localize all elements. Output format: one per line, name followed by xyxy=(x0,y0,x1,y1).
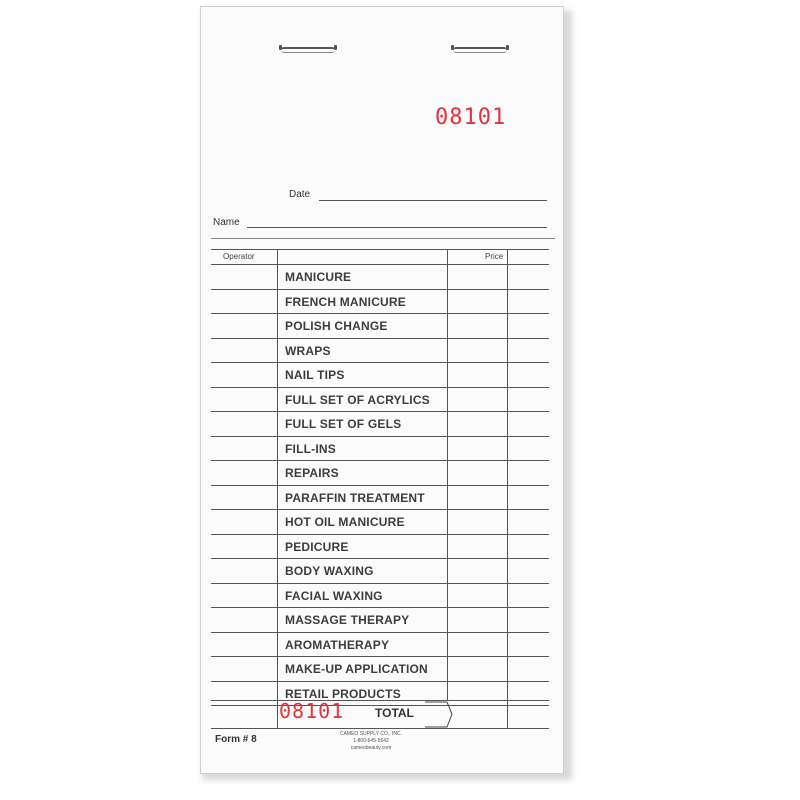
table-row-line xyxy=(211,387,549,388)
table-row-line xyxy=(211,558,549,559)
service-label: FULL SET OF GELS xyxy=(285,417,402,431)
service-label: FILL-INS xyxy=(285,441,336,456)
table-row-line xyxy=(211,411,549,412)
staple-left xyxy=(281,47,335,53)
table-row-line xyxy=(211,681,549,682)
company-phone: 1-800-645-5642 xyxy=(353,738,389,744)
service-label: PEDICURE xyxy=(285,539,349,554)
service-label: NAIL TIPS xyxy=(285,368,345,382)
table-row-line xyxy=(211,534,549,535)
service-label: REPAIRS xyxy=(285,466,339,480)
service-label: FACIAL WAXING xyxy=(285,588,383,603)
service-label: BODY WAXING xyxy=(285,564,374,578)
form-number: Form # 8 xyxy=(215,734,257,745)
operator-header: Operator xyxy=(223,252,255,261)
total-row-top-border xyxy=(211,700,549,701)
staple-right xyxy=(453,47,507,53)
salon-ticket xyxy=(200,6,564,774)
name-underline xyxy=(211,238,555,239)
service-label: MAKE-UP APPLICATION xyxy=(285,662,428,676)
service-label: MANICURE xyxy=(285,270,352,284)
company-web: cameobeauty.com xyxy=(350,745,392,751)
table-row-line xyxy=(211,509,549,510)
operator-column-divider xyxy=(277,249,278,729)
service-label: RETAIL PRODUCTS xyxy=(285,686,401,701)
table-row-line xyxy=(211,289,549,290)
company-name: CAMEO SUPPLY CO., INC. xyxy=(339,731,403,737)
table-row-line xyxy=(211,607,549,608)
date-label: Date xyxy=(289,189,311,200)
table-row-line xyxy=(211,460,549,461)
price-column-divider xyxy=(507,249,508,729)
service-label: FULL SET OF ACRYLICS xyxy=(285,392,430,407)
service-label: WRAPS xyxy=(285,343,331,358)
total-label: TOTAL xyxy=(375,706,414,720)
price-header: Price xyxy=(485,252,504,261)
table-top-border xyxy=(211,249,549,250)
service-label: POLISH CHANGE xyxy=(285,319,388,333)
date-line[interactable] xyxy=(319,200,547,201)
service-label: FRENCH MANICURE xyxy=(285,294,406,309)
company-info xyxy=(321,731,421,752)
table-row-line xyxy=(211,362,549,363)
service-label: AROMATHERAPY xyxy=(285,637,390,652)
table-row-line xyxy=(211,338,549,339)
total-arrow-icon xyxy=(421,701,453,729)
service-label: PARAFFIN TREATMENT xyxy=(285,490,425,505)
table-row-line xyxy=(211,583,549,584)
serial-number-bottom: 08101 xyxy=(279,699,345,723)
table-row-line xyxy=(211,632,549,633)
table-row-line xyxy=(211,485,549,486)
table-row-line xyxy=(211,656,549,657)
table-bottom-border xyxy=(211,728,549,729)
service-column-divider xyxy=(447,249,448,701)
name-label: Name xyxy=(213,217,240,228)
table-row-line xyxy=(211,313,549,314)
serial-number-top: 08101 xyxy=(435,105,507,130)
header-bottom-border xyxy=(211,264,549,265)
name-line[interactable] xyxy=(247,227,547,228)
service-label: HOT OIL MANICURE xyxy=(285,515,405,529)
table-row-line xyxy=(211,436,549,437)
service-label: MASSAGE THERAPY xyxy=(285,613,410,627)
